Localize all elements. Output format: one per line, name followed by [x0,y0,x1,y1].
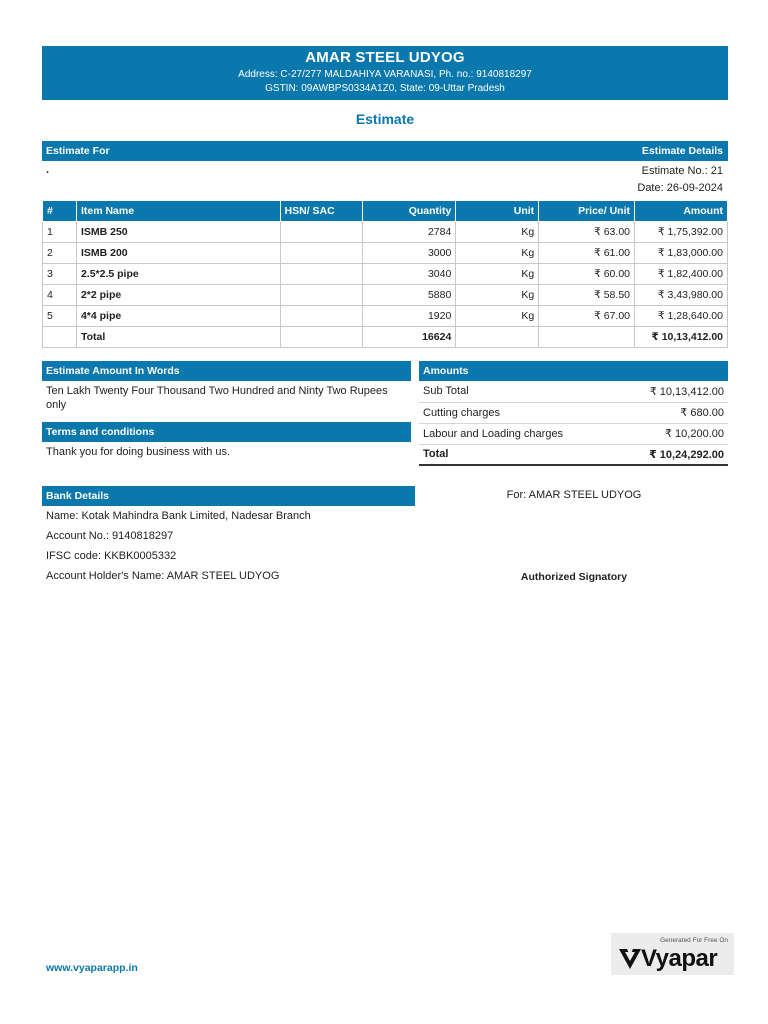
cell-unit: Kg [456,243,539,264]
amounts-bar [419,361,728,381]
amounts-row [419,381,728,402]
cell-item-name: ISMB 250 [76,222,280,243]
cell-hsn [280,285,363,306]
amounts-total-label: Total [419,444,617,465]
company-name: AMAR STEEL UDYOG [305,49,465,66]
cell-quantity: 5880 [363,285,456,306]
amounts-row-label: Labour and Loading charges [419,423,617,444]
cell-index: 2 [43,243,77,264]
table-header-row [43,201,728,222]
estimate-details-label: Estimate Details [641,145,723,157]
cell-item-name: 2*2 pipe [76,285,280,306]
terms-label: Terms and conditions [46,426,155,438]
cell-hsn [280,264,363,285]
cell-quantity: 2784 [363,222,456,243]
bank-details-label: Bank Details [46,490,110,502]
cell-amount: ₹ 1,75,392.00 [635,222,728,243]
bank-details-bar [42,486,415,506]
company-address: Address: C-27/277 MALDAHIYA VARANASI, Ph. no.: 9140818297 [238,69,532,80]
amount-words-value: Ten Lakh Twenty Four Thousand Two Hundred and Ninty Two Rupees only [46,385,388,411]
cell-price: ₹ 60.00 [539,264,635,285]
estimate-for-value: . [46,164,50,176]
cell-unit: Kg [456,285,539,306]
cell-unit: Kg [456,306,539,327]
bank-ifsc: IFSC code: KKBK0005332 [46,550,177,562]
col-header-amount: Amount [635,201,728,222]
estimate-info-bar [42,141,728,161]
col-header-index: # [43,201,77,222]
cell-unit: Kg [456,222,539,243]
company-header [42,46,728,100]
total-amount: ₹ 10,13,412.00 [635,327,728,348]
vyapar-brand: Vyapar [641,945,718,972]
cell-amount: ₹ 1,82,400.00 [635,264,728,285]
cell-hsn [280,243,363,264]
amounts-row-label: Cutting charges [419,402,617,423]
amount-words-label: Estimate Amount In Words [46,365,180,377]
col-header-quantity: Quantity [363,201,456,222]
estimate-number: Estimate No.: 21 [641,165,723,177]
cell-amount: ₹ 1,28,640.00 [635,306,728,327]
cell-quantity: 3000 [363,243,456,264]
col-header-item-name: Item Name [76,201,280,222]
amount-words-bar [42,361,411,381]
authorized-signatory: Authorized Signatory [520,571,628,583]
col-header-hsn: HSN/ SAC [280,201,363,222]
amounts-row [419,402,728,423]
amounts-label: Amounts [423,365,469,377]
amounts-row [419,423,728,444]
cell-amount: ₹ 3,43,980.00 [635,285,728,306]
cell-hsn [280,222,363,243]
cell-index: 4 [43,285,77,306]
amounts-row-value: ₹ 10,200.00 [617,423,728,444]
cell-amount: ₹ 1,83,000.00 [635,243,728,264]
table-total-row [43,327,728,348]
vyapar-logo-icon [619,949,641,969]
estimate-for-label: Estimate For [46,145,110,157]
amounts-table [419,381,728,466]
vyapar-badge [611,933,734,975]
table-row [43,264,728,285]
items-table [42,200,728,348]
bank-holder: Account Holder's Name: AMAR STEEL UDYOG [46,570,280,582]
cell-index: 1 [43,222,77,243]
table-row [43,306,728,327]
cell-quantity: 1920 [363,306,456,327]
total-label: Total [76,327,280,348]
vyapar-link[interactable]: www.vyaparapp.in [46,962,138,974]
amounts-row-label: Sub Total [419,381,617,402]
terms-bar [42,422,411,442]
generated-text: Generated For Free On [660,937,728,944]
cell-unit: Kg [456,264,539,285]
company-gstin: GSTIN: 09AWBPS0334A1Z0, State: 09-Uttar Pradesh [265,83,505,94]
cell-price: ₹ 63.00 [539,222,635,243]
cell-hsn [280,306,363,327]
amounts-total-row [419,444,728,465]
table-row [43,243,728,264]
cell-item-name: 2.5*2.5 pipe [76,264,280,285]
cell-index: 5 [43,306,77,327]
bank-name: Name: Kotak Mahindra Bank Limited, Nadesar Branch [46,510,311,522]
table-row [43,222,728,243]
amounts-row-value: ₹ 680.00 [617,402,728,423]
total-quantity: 16624 [363,327,456,348]
bank-account: Account No.: 9140818297 [46,530,174,542]
col-header-unit: Unit [456,201,539,222]
document-title: Estimate [355,111,415,127]
cell-item-name: ISMB 200 [76,243,280,264]
signature-for: For: AMAR STEEL UDYOG [506,489,642,501]
estimate-date: Date: 26-09-2024 [637,182,723,194]
terms-value: Thank you for doing business with us. [46,446,231,458]
cell-price: ₹ 67.00 [539,306,635,327]
cell-quantity: 3040 [363,264,456,285]
cell-index: 3 [43,264,77,285]
table-row [43,285,728,306]
cell-price: ₹ 58.50 [539,285,635,306]
cell-item-name: 4*4 pipe [76,306,280,327]
cell-price: ₹ 61.00 [539,243,635,264]
amounts-row-value: ₹ 10,13,412.00 [617,381,728,402]
col-header-price: Price/ Unit [539,201,635,222]
amounts-total-value: ₹ 10,24,292.00 [617,444,728,465]
